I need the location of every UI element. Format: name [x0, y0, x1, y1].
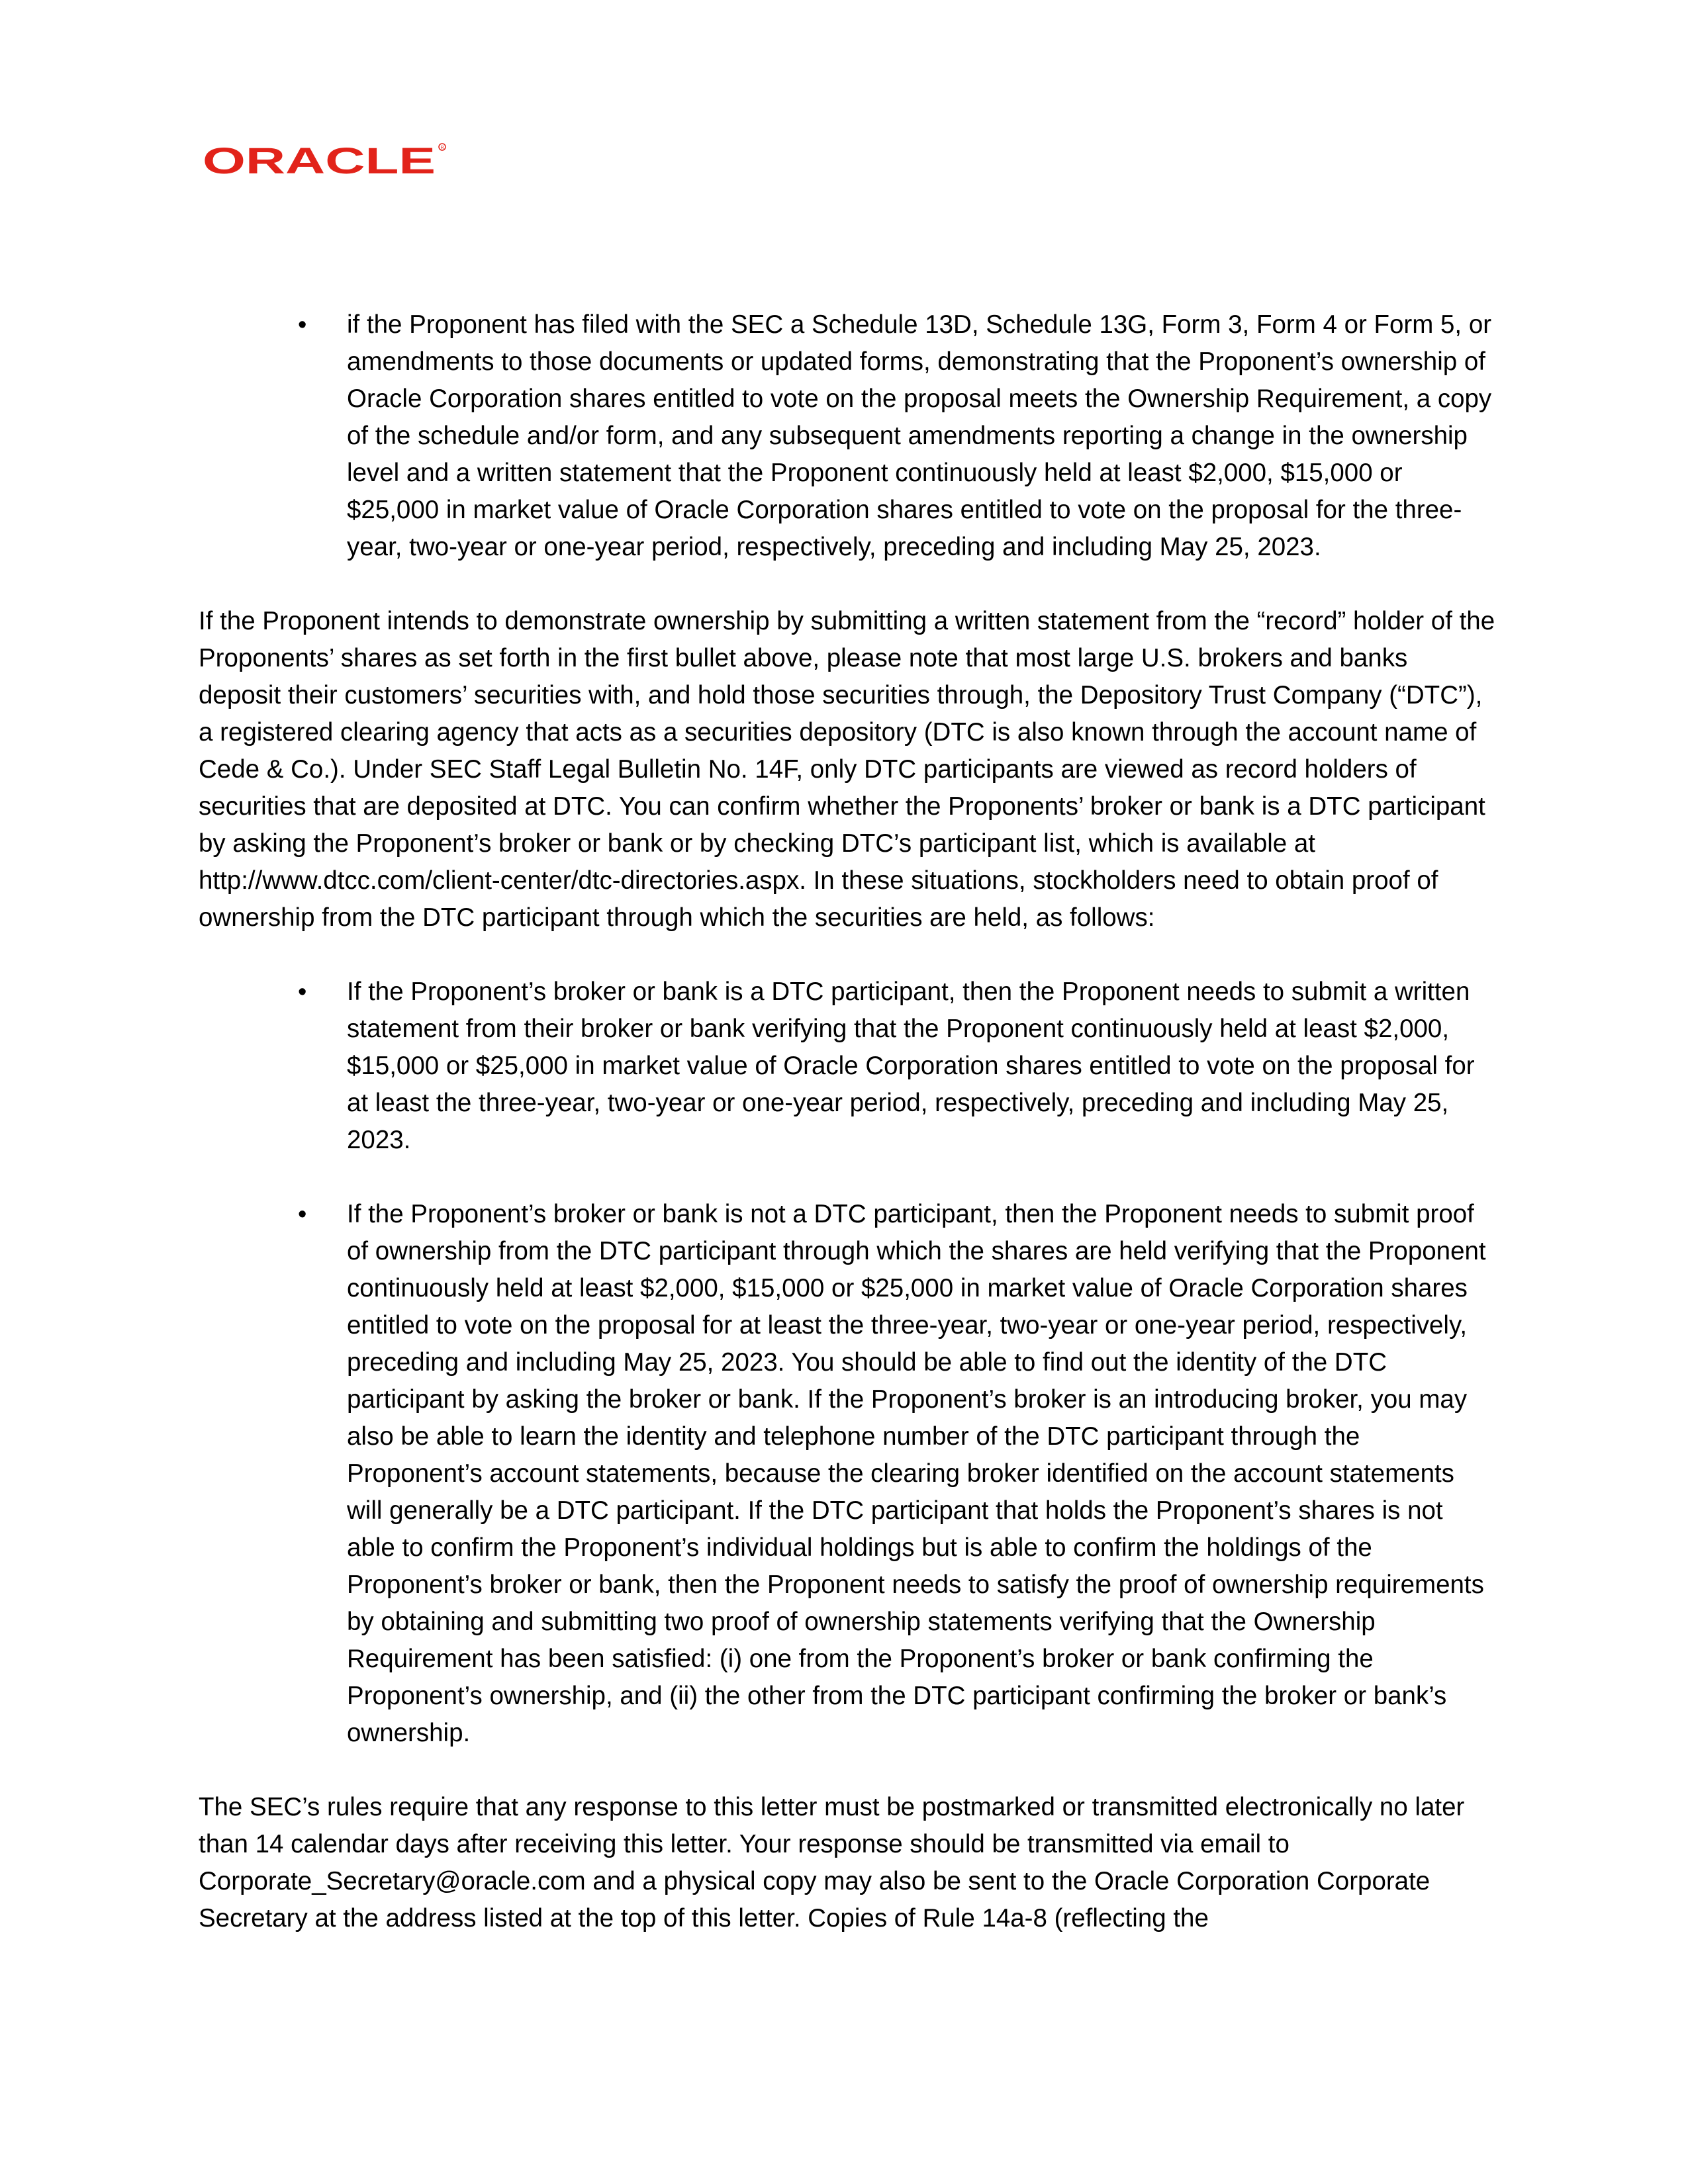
oracle-logo	[203, 142, 447, 181]
oracle-logo-wordmark: ORACLE	[203, 142, 436, 181]
letter-body	[199, 306, 1496, 1937]
bullet-item-schedule-filings	[298, 306, 1496, 566]
bullet-icon: •	[298, 978, 307, 1006]
svg-text:R: R	[440, 146, 444, 150]
bullet-icon: •	[298, 1201, 307, 1228]
bullet-icon: •	[298, 311, 307, 339]
bullet-item-dtc-participant	[298, 974, 1496, 1159]
bullet-text: if the Proponent has filed with the SEC a Schedule 13D, Schedule 13G, Form 3, Form 4 or Form 5, or amendments to those documents or updated forms, demonstrating that the Proponent’s ownership of Oracle Corporation shares entitled to vote on the proposal meets the Ownership Requirement, a copy of the schedule and/or form, and any subsequent amendments reporting a change in the ownership level and a written statement that the Proponent continuously held at least $2,000, $15,000 or $25,000 in market value of Oracle Corporation shares entitled to vote on the proposal for the three-year, two-year or one-year period, respectively, preceding and including May 25, 2023.	[347, 310, 1492, 561]
bullet-text: If the Proponent’s broker or bank is a DTC participant, then the Proponent needs to submit a written statement from their broker or bank verifying that the Proponent continuously held at least $2,000, $15,000 or $25,000 in market value of Oracle Corporation shares entitled to vote on the proposal for at least the three-year, two-year or one-year period, respectively, preceding and including May 25, 2023.	[347, 978, 1475, 1154]
bullet-item-non-dtc-participant	[298, 1196, 1496, 1752]
paragraph-dtc-explanation: If the Proponent intends to demonstrate ownership by submitting a written statement from the “record” holder of the Proponents’ shares as set forth in the first bullet above, please note that most large U.S. brokers and banks deposit their customers’ securities with, and hold those securities through, the Depository Trust Company (“DTC”), a registered clearing agency that acts as a securities depository (DTC is also known through the account name of Cede & Co.). Under SEC Staff Legal Bulletin No. 14F, only DTC participants are viewed as record holders of securities that are deposited at DTC. You can confirm whether the Proponents’ broker or bank is a DTC participant by asking the Proponent’s broker or bank or by checking DTC’s participant list, which is available at http://www.dtcc.com/client-center/dtc-directories.aspx. In these situations, stockholders need to obtain proof of ownership from the DTC participant through which the securities are held, as follows:	[199, 607, 1495, 932]
paragraph-response-deadline: The SEC’s rules require that any response to this letter must be postmarked or transmitted electronically no later than 14 calendar days after receiving this letter. Your response should be transmitted via email to Corporate_Secretary@oracle.com and a physical copy may also be sent to the Oracle Corporation Corporate Secretary at the address listed at the top of this letter. Copies of Rule 14a-8 (reflecting the	[199, 1793, 1465, 1933]
bullet-text: If the Proponent’s broker or bank is not a DTC participant, then the Proponent needs to submit proof of ownership from the DTC participant through which the shares are held verifying that the Proponent continuously held at least $2,000, $15,000 or $25,000 in market value of Oracle Corporation shares entitled to vote on the proposal for at least the three-year, two-year or one-year period, respectively, preceding and including May 25, 2023. You should be able to find out the identity of the DTC participant by asking the broker or bank. If the Proponent’s broker is an introducing broker, you may also be able to learn the identity and telephone number of the DTC participant through the Proponent’s account statements, because the clearing broker identified on the account statements will generally be a DTC participant. If the DTC participant that holds the Proponent’s shares is not able to confirm the Proponent’s individual holdings but is able to confirm the holdings of the Proponent’s broker or bank, then the Proponent needs to satisfy the proof of ownership requirements by obtaining and submitting two proof of ownership statements verifying that the Ownership Requirement has been satisfied: (i) one from the Proponent’s broker or bank confirming the Proponent’s ownership, and (ii) the other from the DTC participant confirming the broker or bank’s ownership.	[347, 1200, 1486, 1747]
